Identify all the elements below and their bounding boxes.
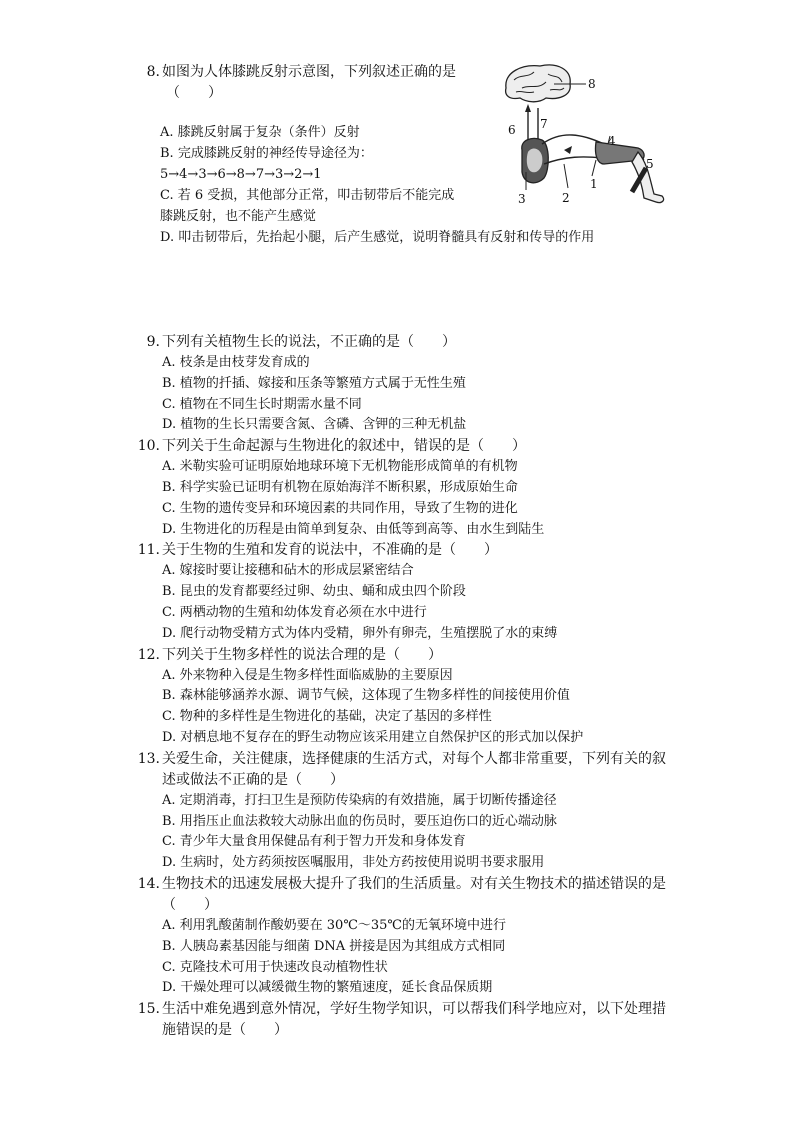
question-stem: 下列有关植物生长的说法，不正确的是（ ） xyxy=(162,334,456,350)
option-b: B. 森林能够涵养水源、调节气候，这体现了生物多样性的间接使用价值 xyxy=(162,688,570,704)
label-8: 8 xyxy=(588,77,596,91)
label-7: 7 xyxy=(540,117,548,131)
question-number: 13. xyxy=(137,750,160,767)
question-14 xyxy=(134,874,674,999)
question-number: 15. xyxy=(137,1001,160,1018)
question-13 xyxy=(134,749,674,874)
question-stem: 如图为人体膝跳反射示意图，下列叙述正确的是 xyxy=(162,64,456,80)
question-list xyxy=(134,332,674,1041)
question-15 xyxy=(134,999,674,1041)
answer-blank: （ ） xyxy=(166,85,222,101)
question-number: 11. xyxy=(137,542,160,559)
option-b: B. 植物的扦插、嫁接和压条等繁殖方式属于无性生殖 xyxy=(162,375,466,391)
option-c: C. 生物的遗传变异和环境因素的共同作用，导致了生物的进化 xyxy=(162,500,518,516)
option-d: D. 植物的生长只需要含氮、含磷、含钾的三种无机盐 xyxy=(162,417,467,433)
option-d: D. 生物进化的历程是由简单到复杂、由低等到高等、由水生到陆生 xyxy=(162,521,545,537)
question-stem: 关于生物的生殖和发育的说法中，不准确的是（ ） xyxy=(162,542,498,559)
option-d: D. 生病时，处方药须按医嘱服用，非处方药按使用说明书要求服用 xyxy=(162,855,545,871)
label-3: 3 xyxy=(518,192,526,206)
option-d: D. 干燥处理可以减缓微生物的繁殖速度，延长食品保质期 xyxy=(162,980,493,996)
question-stem: 下列关于生命起源与生物进化的叙述中，错误的是（ ） xyxy=(162,438,526,455)
option-c: C. 两栖动物的生殖和幼体发育必须在水中进行 xyxy=(162,604,427,620)
question-number: 10. xyxy=(137,438,160,455)
question-12 xyxy=(134,645,674,749)
question-stem-cont: （ ） xyxy=(162,896,218,913)
option-a: A. 米勒实验可证明原始地球环境下无机物能形成简单的有机物 xyxy=(162,459,518,475)
option-a: A. 膝跳反射属于复杂（条件）反射 xyxy=(160,125,360,140)
question-stem: 生活中难免遇到意外情况，学好生物学知识，可以帮我们科学地应对，以下处理措 xyxy=(162,1001,666,1018)
option-d: D. 叩击韧带后，先抬起小腿，后产生感觉，说明脊髓具有反射和传导的作用 xyxy=(160,230,595,245)
option-a: A. 嫁接时要让接穗和砧木的形成层紧密结合 xyxy=(162,563,414,579)
option-b: B. 用指压止血法救较大动脉出血的伤员时，要压迫伤口的近心端动脉 xyxy=(162,813,557,829)
question-stem: 生物技术的迅速发展极大提升了我们的生活质量。对有关生物技术的描述错误的是 xyxy=(162,875,666,892)
option-b: B. 科学实验已证明有机物在原始海洋不断积累，形成原始生命 xyxy=(162,479,518,495)
label-6: 6 xyxy=(508,123,516,137)
brain-shape xyxy=(506,65,571,102)
question-10 xyxy=(134,436,674,540)
label-1: 1 xyxy=(590,177,598,191)
option-b-path: 5→4→3→6→8→7→3→2→1 xyxy=(160,167,322,182)
option-a: A. 利用乳酸菌制作酸奶要在 30℃～35℃的无氧环境中进行 xyxy=(162,917,506,933)
option-a: A. 枝条是由枝芽发育成的 xyxy=(162,355,310,370)
option-d: D. 爬行动物受精方式为体内受精，卵外有卵壳，生殖摆脱了水的束缚 xyxy=(162,625,558,641)
question-number: 8. xyxy=(146,64,160,80)
question-number: 12. xyxy=(137,646,160,663)
option-c-cont: 膝跳反射，也不能产生感觉 xyxy=(160,209,317,224)
option-a: A. 定期消毒，打扫卫生是预防传染病的有效措施，属于切断传播途径 xyxy=(162,792,557,808)
option-c: C. 若 6 受损，其他部分正常，叩击韧带后不能完成 xyxy=(160,188,455,203)
label-4: 4 xyxy=(608,134,616,148)
question-number: 9. xyxy=(146,334,160,350)
question-11 xyxy=(134,540,674,644)
question-stem: 下列关于生物多样性的说法合理的是（ ） xyxy=(162,646,442,663)
option-c: C. 克隆技术可用于快速改良动植物性状 xyxy=(162,959,388,975)
option-b: B. 昆虫的发育都要经过卵、幼虫、蛹和成虫四个阶段 xyxy=(162,584,466,600)
option-c: C. 青少年大量食用保健品有利于智力开发和身体发育 xyxy=(162,834,466,850)
question-number: 14. xyxy=(137,875,160,892)
label-5: 5 xyxy=(646,157,654,171)
option-d: D. 对栖息地不复存在的野生动物应该采用建立自然保护区的形式加以保护 xyxy=(162,729,584,745)
option-b: B. 人胰岛素基因能与细菌 DNA 拼接是因为其组成方式相同 xyxy=(162,938,506,954)
option-c: C. 物种的多样性是生物进化的基础，决定了基因的多样性 xyxy=(162,709,492,725)
question-stem-cont: 施错误的是（ ） xyxy=(162,1022,288,1039)
question-9 xyxy=(134,332,674,436)
label-2: 2 xyxy=(562,191,570,205)
option-a: A. 外来物种入侵是生物多样性面临威胁的主要原因 xyxy=(162,667,453,683)
option-c: C. 植物在不同生长时期需水量不同 xyxy=(162,396,362,412)
question-stem: 关爱生命，关注健康，选择健康的生活方式，对每个人都非常重要，下列有关的叙 xyxy=(162,750,666,767)
question-stem-cont: 述或做法不正确的是（ ） xyxy=(162,771,344,788)
option-b: B. 完成膝跳反射的神经传导途径为： xyxy=(160,146,373,161)
knee-reflex-diagram xyxy=(492,60,672,210)
